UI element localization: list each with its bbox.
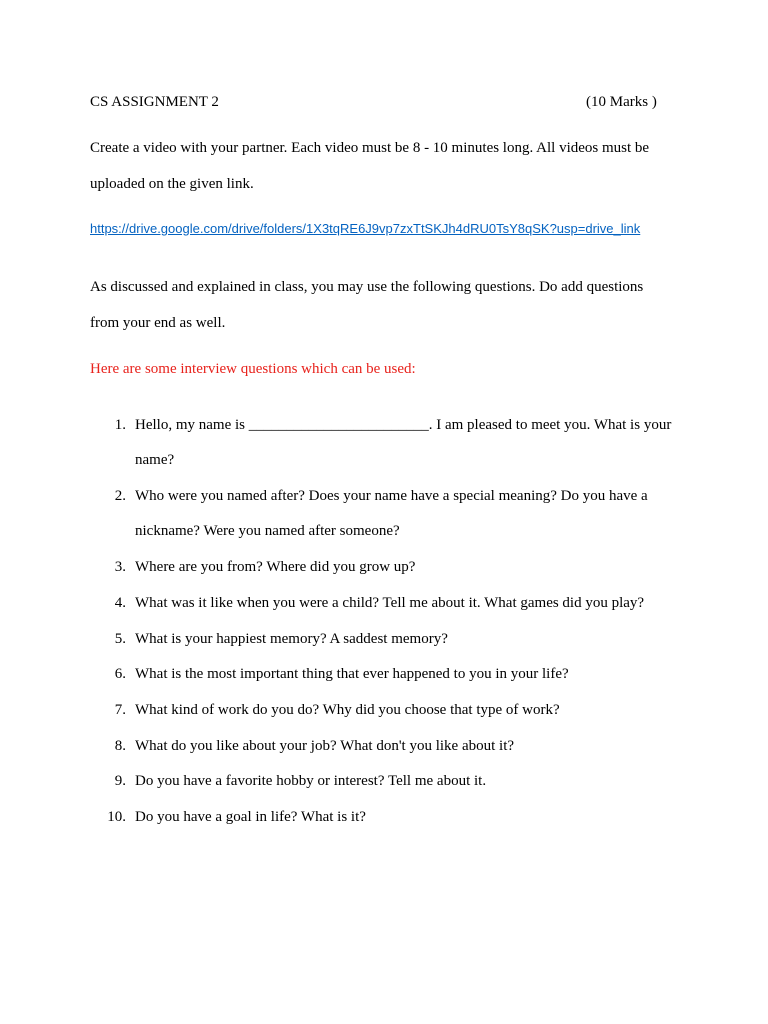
question-number: 3. bbox=[114, 559, 126, 575]
question-text: What is your happiest memory? A saddest memory? bbox=[135, 631, 448, 647]
intro-line-1: Create a video with your partner. Each video must be 8 - 10 minutes long. All videos must be bbox=[90, 140, 650, 156]
question-text-continued: name? bbox=[135, 452, 175, 468]
question-number: 10. bbox=[107, 809, 126, 825]
question-text: Who were you named after? Does your name have a special meaning? Do you have a bbox=[135, 488, 648, 504]
questions-heading: Here are some interview questions which can be used: bbox=[90, 361, 416, 377]
question-number: 7. bbox=[114, 702, 126, 718]
question-text-continued: nickname? Were you named after someone? bbox=[135, 523, 400, 539]
question-text: What do you like about your job? What don't you like about it? bbox=[135, 738, 515, 754]
question-number: 8. bbox=[114, 738, 126, 754]
question-text: What is the most important thing that ever happened to you in your life? bbox=[135, 666, 569, 682]
question-number: 5. bbox=[114, 631, 126, 647]
question-number: 9. bbox=[114, 773, 126, 789]
question-text: What kind of work do you do? Why did you choose that type of work? bbox=[135, 702, 560, 718]
discussion-line-1: As discussed and explained in class, you may use the following questions. Do add questions bbox=[90, 279, 644, 295]
question-number: 1. bbox=[114, 417, 126, 433]
question-number: 4. bbox=[114, 595, 126, 611]
question-number: 6. bbox=[114, 666, 126, 682]
intro-line-2: uploaded on the given link. bbox=[90, 176, 254, 192]
drive-link[interactable]: https://drive.google.com/drive/folders/1X3tqRE6J9vp7zxTtSKJh4dRU0TsY8qSK?usp=drive_link bbox=[90, 221, 641, 236]
marks-label: (10 Marks ) bbox=[586, 94, 657, 110]
question-number: 2. bbox=[114, 488, 126, 504]
question-text: Do you have a favorite hobby or interest? Tell me about it. bbox=[135, 773, 487, 789]
question-text: What was it like when you were a child? Tell me about it. What games did you play? bbox=[135, 595, 645, 611]
assignment-title: CS ASSIGNMENT 2 bbox=[90, 94, 219, 110]
discussion-line-2: from your end as well. bbox=[90, 315, 226, 331]
question-text: Hello, my name is ________________________. I am pleased to meet you. What is your bbox=[135, 417, 672, 433]
question-text: Where are you from? Where did you grow up? bbox=[135, 559, 416, 575]
question-text: Do you have a goal in life? What is it? bbox=[135, 809, 366, 825]
